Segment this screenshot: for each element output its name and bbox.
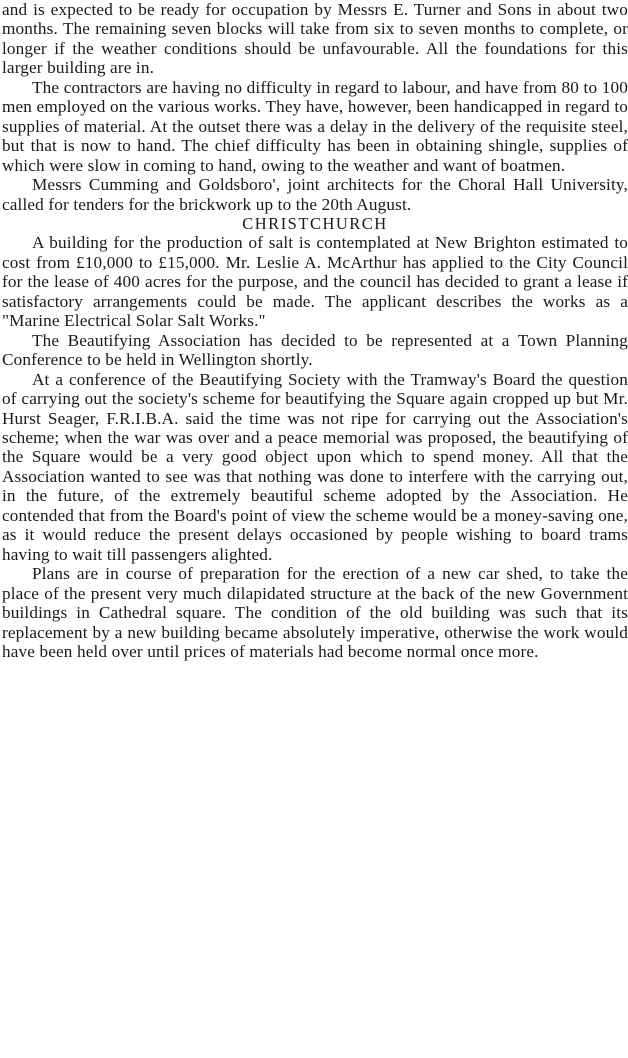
article-column <box>2 0 628 661</box>
paragraph-town-planning: The Beautifying Association has decided to be represented at a Town Planning Conference to be held in Wellington shortly. <box>2 330 628 370</box>
paragraph-salt-works: A building for the production of salt is contemplated at New Brighton estimated to cost from £10,000 to £15,000. Mr. Leslie A. McArthur has applied to the City Council for the lease of 400 acres for the purpose, and the council has decided to grant a lease if satisfactory arrangements could be made. The applicant describes the works as a "Marine Electrical Solar Salt Works." <box>2 233 628 331</box>
section-heading-christchurch: CHRISTCHURCH <box>242 213 388 233</box>
paragraph-beautifying-square: At a conference of the Beautifying Society with the Tramway's Board the question of carrying out the society's scheme for beautifying the Square again cropped up but Mr. Hurst Seager, F.R.I.B.A. said the time was not ripe for carrying out the Association's scheme; when the war was over and a peace memorial was proposed, the beautifying of the Square would be a very good object upon which to spend money. All that the Association wanted to see was that nothing was done to interfere with the carrying out, in the future, of the extremely beautiful scheme adopted by the Association. He contended that from the Board's point of view the scheme would be a money-saving one, as it would reduce the present delays occasioned by people wishing to board trams having to wait till passengers alighted. <box>2 369 628 564</box>
paragraph-architects-tenders: Messrs Cumming and Goldsboro', joint architects for the Choral Hall University, called for tenders for the brickwork up to the 20th August. <box>2 175 628 214</box>
paragraph-turner-building: and is expected to be ready for occupation by Messrs E. Turner and Sons in about two months. The remaining seven blocks will take from six to seven months to complete, or longer if the weather conditions should be unfavourable. All the foundations for this larger building are in. <box>2 0 628 78</box>
paragraph-car-shed: Plans are in course of preparation for the erection of a new car shed, to take the place of the present very much dilapidated structure at the back of the new Government buildings in Cathedral square. The condition of the old building was such that its replacement by a new building became absolutely imperative, otherwise the work would have been held over until prices of materials had become normal once more. <box>2 564 628 661</box>
paragraph-contractors-labour: The contractors are having no difficulty in regard to labour, and have from 80 to 100 men employed on the various works. They have, however, been handicapped in regard to supplies of material. At the outset there was a delay in the delivery of the requisite steel, but that is now to hand. The chief difficulty has been in obtaining shingle, supplies of which were slow in coming to hand, owing to the weather and want of boatmen. <box>2 77 628 175</box>
